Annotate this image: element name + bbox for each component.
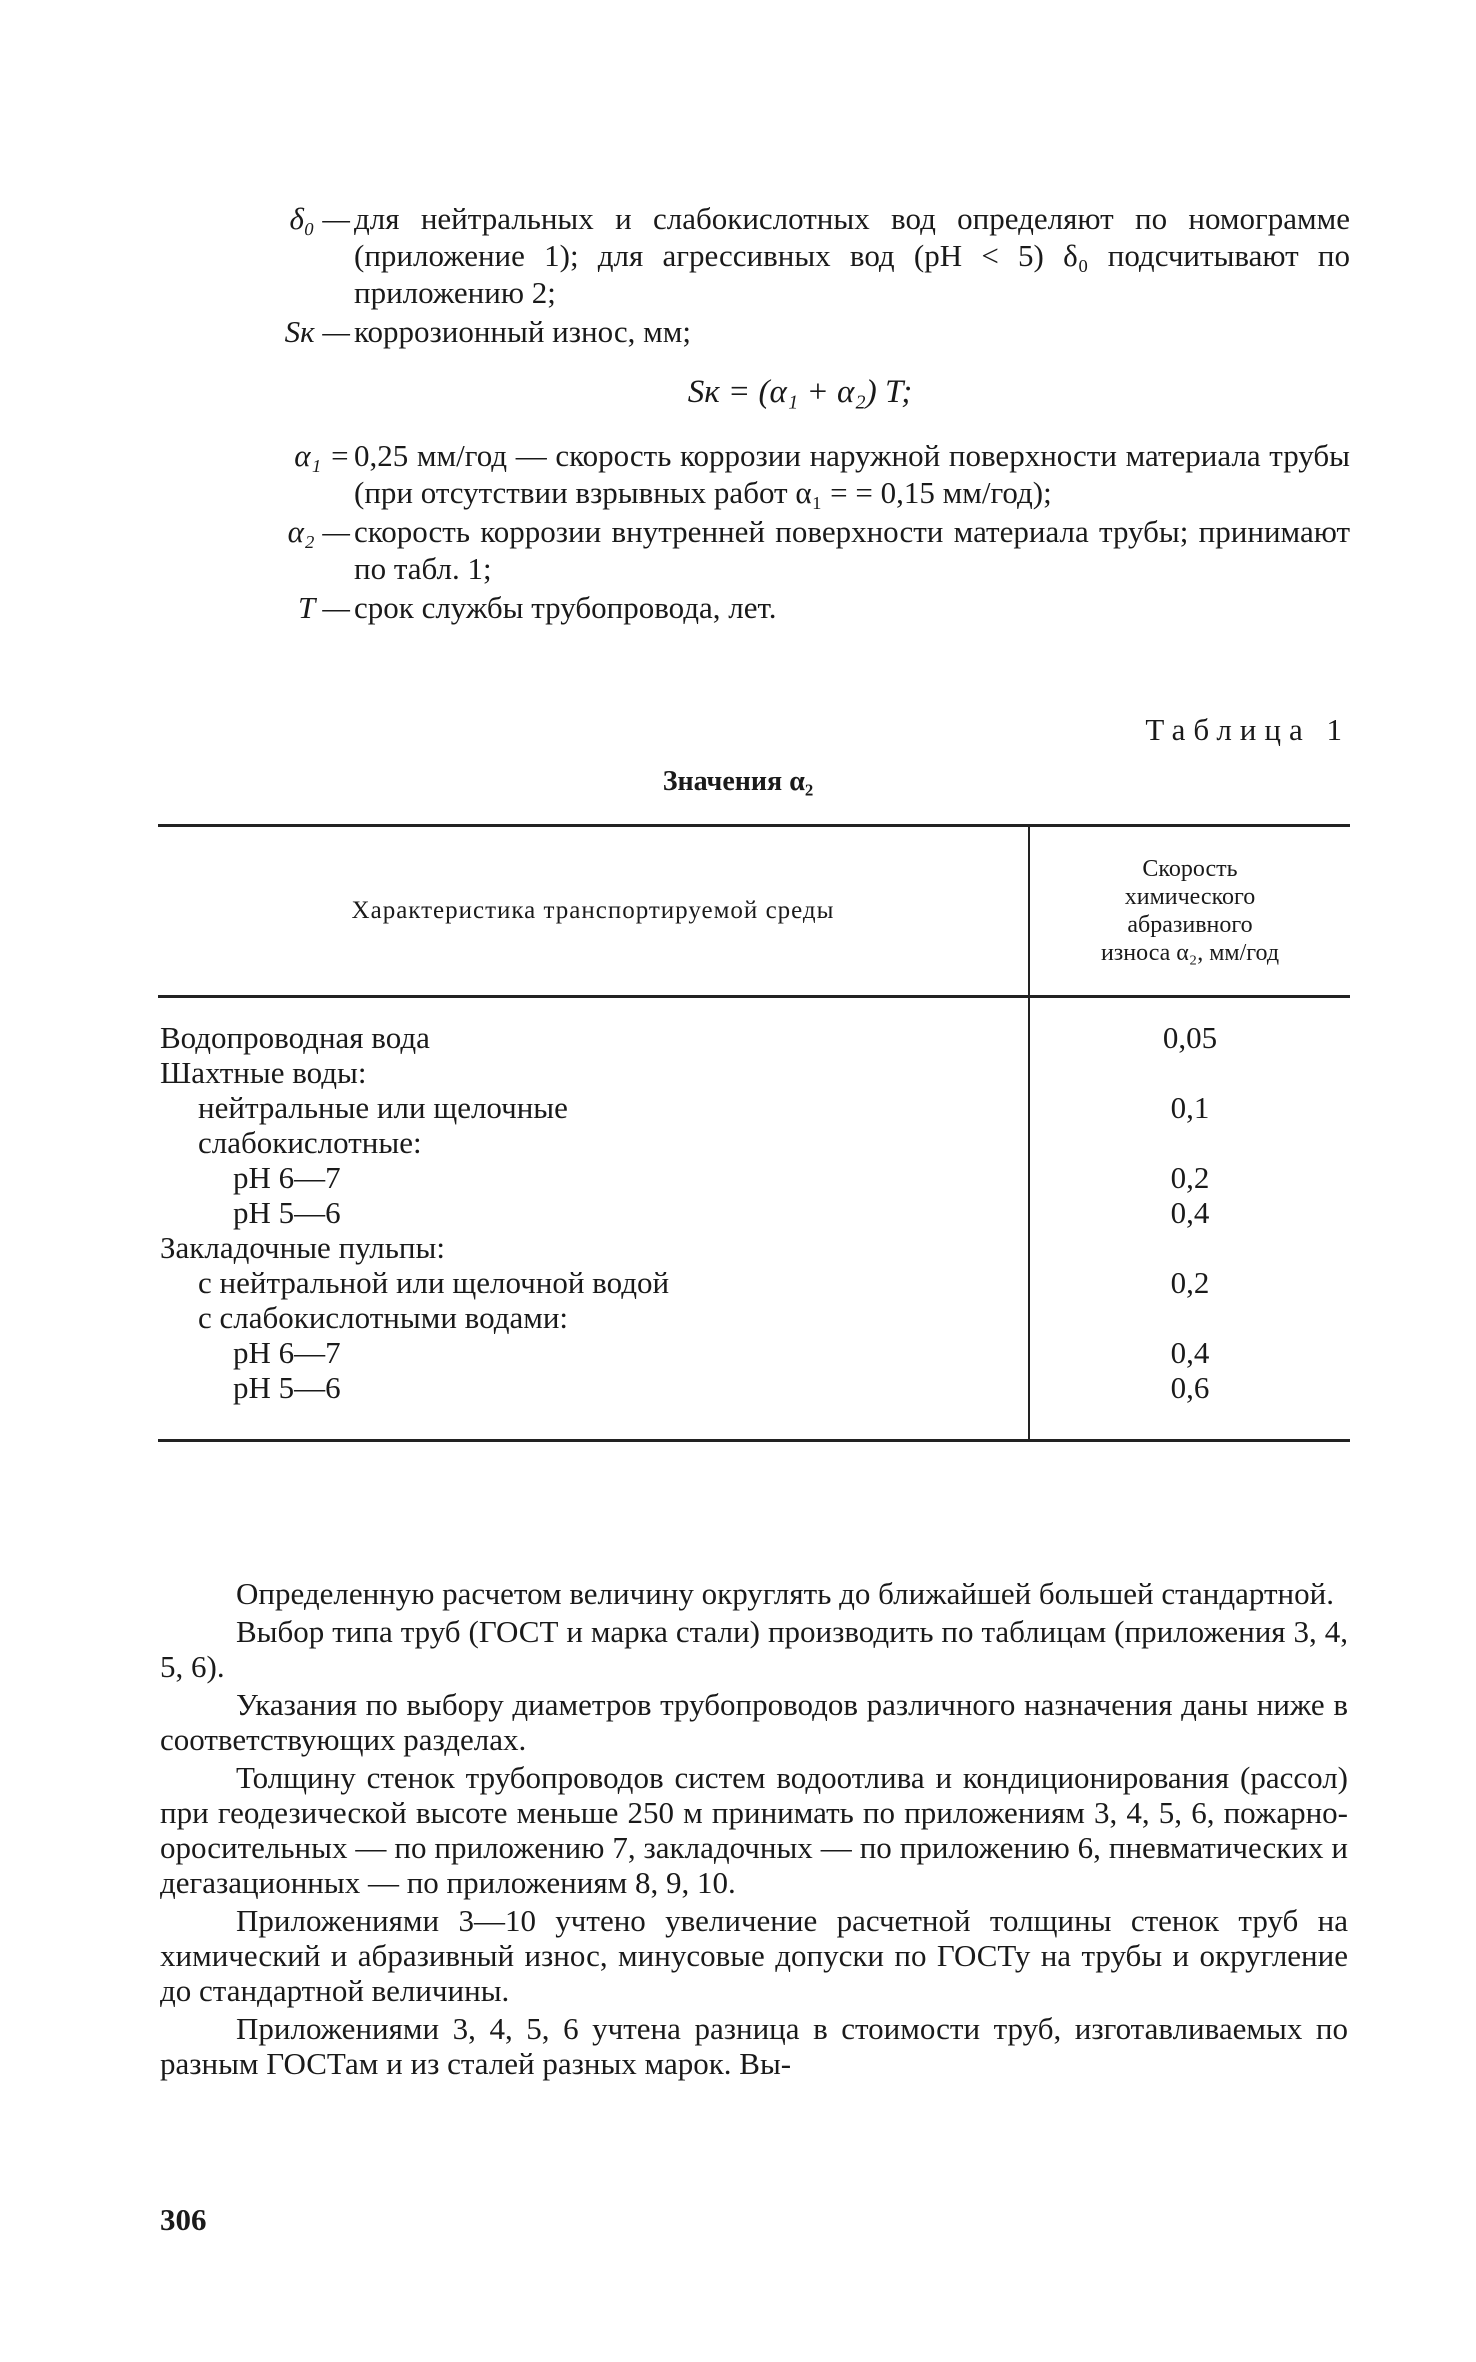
definition-text: 0,25 мм/год — скорость коррозии наружной поверхности материала трубы (при отсутствии взрывных работ α₁ = = 0,15 мм/год); xyxy=(354,438,1350,510)
paragraph: Указания по выбору диаметров трубопроводов различного назначения даны ниже в соответствующих разделах. xyxy=(160,1687,1348,1757)
paragraph: Приложениями 3—10 учтено увеличение расчетной толщины стенок труб на химический и абразивный износ, минусовые допуски по ГОСТу на трубы и округление до стандартной величины. xyxy=(160,1903,1348,2008)
definition-delta0 xyxy=(250,200,1350,311)
table-values-column xyxy=(1028,998,1350,1439)
paragraph: Выбор типа труб (ГОСТ и марка стали) производить по таблицам (приложения 3, 4, 5, 6). xyxy=(160,1614,1348,1684)
table-row-label: pH 5—6 xyxy=(233,1195,341,1230)
header-medium: Характеристика транспортируемой среды xyxy=(351,897,835,924)
table-row-value xyxy=(1030,1125,1350,1160)
table-row-value: 0,2 xyxy=(1170,1160,1210,1195)
table-header xyxy=(158,827,1350,995)
definition-text: скорость коррозии внутренней поверхности материала трубы; принимают по табл. 1; xyxy=(354,514,1350,586)
table-row-value: 0,05 xyxy=(1162,1020,1218,1055)
table-row-value: 0,2 xyxy=(1170,1265,1210,1300)
table-row-label: Шахтные воды: xyxy=(160,1055,367,1090)
table-row-label: pH 6—7 xyxy=(233,1335,341,1370)
definition-symbol: T — xyxy=(298,590,350,625)
table-row-value: 0,4 xyxy=(1170,1195,1210,1230)
table-row-label: pH 6—7 xyxy=(233,1160,341,1195)
table-row-value xyxy=(1030,1230,1350,1265)
formula: Sк = (α₁ + α₂) T; xyxy=(687,374,913,410)
definition-sk xyxy=(250,313,1350,350)
definitions-block xyxy=(250,200,1350,628)
paragraph: Приложениями 3, 4, 5, 6 учтена разница в стоимости труб, изготавливаемых по разным ГОСТам и из сталей разных марок. Вы- xyxy=(160,2011,1348,2081)
table-body xyxy=(158,998,1350,1439)
table-number: Таблица 1 xyxy=(1145,712,1350,747)
definition-t xyxy=(250,589,1350,626)
definition-symbol: δ₀ — xyxy=(289,201,350,236)
table-row-value xyxy=(1030,1055,1350,1090)
definition-text: коррозионный износ, мм; xyxy=(354,314,691,349)
table-row-label: с нейтральной или щелочной водой xyxy=(198,1265,670,1300)
body-text xyxy=(160,1576,1348,2084)
header-wear-rate-text: Скорость химического абразивного износа α₂, мм/год xyxy=(1100,856,1280,966)
definition-symbol: α₂ — xyxy=(287,514,350,549)
table-row-value: 0,4 xyxy=(1170,1335,1210,1370)
table-row-label: с слабокислотными водами: xyxy=(198,1300,569,1335)
definition-text: для нейтральных и слабокислотных вод определяют по номограмме (приложение 1); для агрессивных вод (pH < 5) δ₀ подсчитывают по приложению 2; xyxy=(354,201,1350,310)
table-bottom-rule xyxy=(158,1439,1350,1442)
definition-symbol: α₁ = xyxy=(294,438,350,473)
table-row-label: нейтральные или щелочные xyxy=(198,1090,568,1125)
definition-alpha1 xyxy=(250,437,1350,511)
definition-symbol: Sк — xyxy=(284,314,350,349)
values-table xyxy=(158,824,1350,1442)
table-row-label: Закладочные пульпы: xyxy=(160,1230,445,1265)
table-row-value xyxy=(1030,1300,1350,1335)
paragraph: Определенную расчетом величину округлять до ближайшей большей стандартной. xyxy=(236,1576,1334,1611)
definition-text: срок службы трубопровода, лет. xyxy=(354,590,777,625)
table-row-label: Водопроводная вода xyxy=(160,1020,430,1055)
paragraph: Толщину стенок трубопроводов систем водоотлива и кондиционирования (рассол) при геодезической высоте меньше 250 м принимать по приложениям 3, 4, 5, 6, пожарно-оросительных — по приложению 7, закладочных — по приложению 6, пневматических и дегазационных — по приложениям 8, 9, 10. xyxy=(160,1760,1348,1900)
table-row-label: pH 5—6 xyxy=(233,1370,341,1405)
table-row-value: 0,6 xyxy=(1170,1370,1210,1405)
page-number: 306 xyxy=(160,2202,207,2237)
table-row-label: слабокислотные: xyxy=(198,1125,422,1160)
table-row-value: 0,1 xyxy=(1170,1090,1210,1125)
table-title: Значения α₂ xyxy=(662,766,814,797)
header-wear-rate xyxy=(1028,827,1350,995)
table-labels-column xyxy=(158,998,1028,1439)
definition-alpha2 xyxy=(250,513,1350,587)
